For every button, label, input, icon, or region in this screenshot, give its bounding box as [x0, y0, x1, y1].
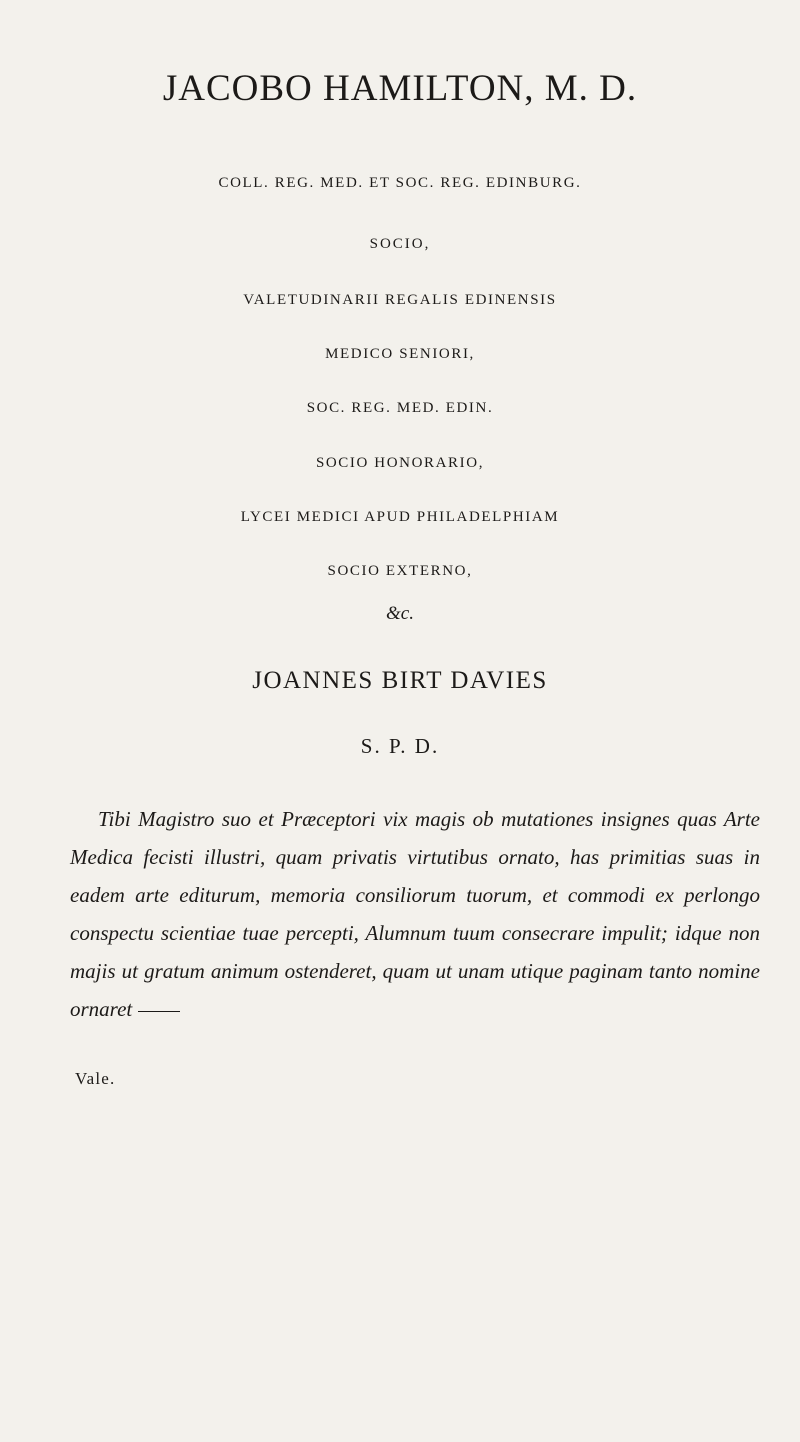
salutation: S. P. D.: [360, 734, 440, 758]
dedicatee-name: JACOBO HAMILTON, M. D.: [162, 68, 638, 109]
heading-line-socio-externo: SOCIO EXTERNO,: [327, 563, 473, 579]
closing-vale: Vale.: [75, 1069, 116, 1088]
heading-line-medico: MEDICO SENIORI,: [325, 346, 475, 362]
etcetera: &c.: [386, 603, 414, 624]
heading-line-socio-honorario: SOCIO HONORARIO,: [315, 455, 485, 471]
heading-line-college: COLL. REG. MED. ET SOC. REG. EDINBURG.: [218, 175, 582, 191]
author-name: JOANNES BIRT DAVIES: [252, 667, 548, 694]
closing-dash: [138, 1011, 180, 1012]
heading-line-soc-reg-med: SOC. REG. MED. EDIN.: [306, 400, 494, 416]
dedication-paragraph: [70, 800, 760, 1028]
dedication-body: Tibi Magistro suo et Præceptori vix magis ob mutationes insignes quas Arte Medica fecisti illustri, quam privatis virtutibus ornato, has primitias suas in eadem arte editurum, memoria consiliorum tuorum, et commodi ex perlongo conspectu scientiae tuae percepti, Alumnum tuum consecrare impulit; idque non majis ut gratum animum ostenderet, quam ut unam utique paginam tanto nomine ornaret: [70, 807, 760, 1021]
heading-line-infirmary: VALETUDINARII REGALIS EDINENSIS: [243, 292, 557, 308]
heading-line-socio: SOCIO,: [369, 236, 431, 252]
heading-line-lyceum: LYCEI MEDICI APUD PHILADELPHIAM: [240, 509, 560, 525]
dedication-text-block: [70, 800, 760, 1028]
